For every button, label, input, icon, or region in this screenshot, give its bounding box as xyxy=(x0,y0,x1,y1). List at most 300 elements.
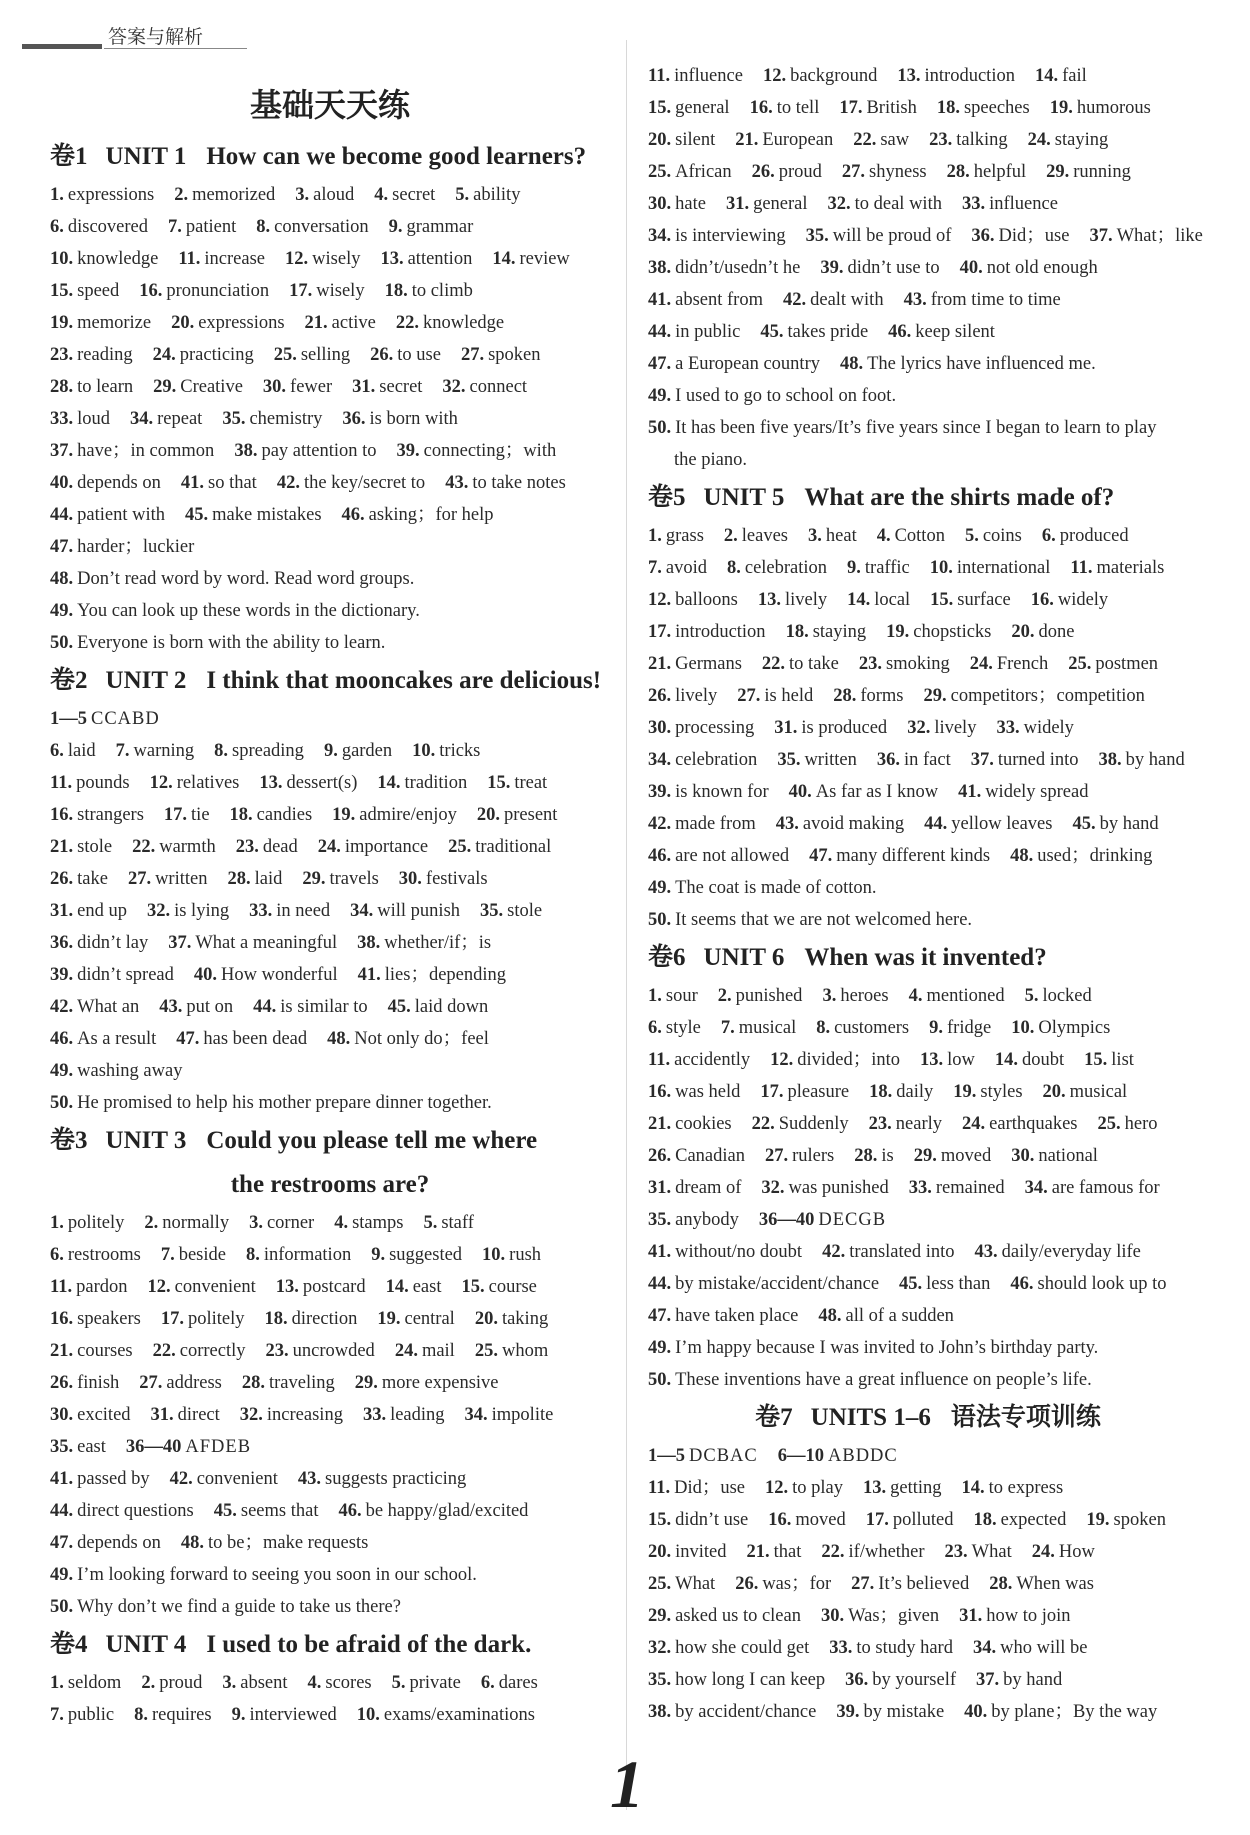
question-number: 11. xyxy=(648,66,671,86)
answer-item xyxy=(50,345,153,365)
answer-line xyxy=(648,220,1208,252)
question-number: 34. xyxy=(1024,1178,1048,1198)
answer-line xyxy=(648,60,1208,92)
unit-title: 语法专项训练 xyxy=(950,1404,1101,1431)
answer-item xyxy=(828,194,962,214)
question-number: 14. xyxy=(492,249,516,269)
question-number: 49. xyxy=(50,1061,74,1081)
answer-text: to play xyxy=(792,1478,844,1498)
answer-item xyxy=(397,441,577,461)
answer-item xyxy=(395,1341,475,1361)
answer-item xyxy=(789,782,958,802)
header-bar xyxy=(22,44,102,49)
answer-item xyxy=(477,805,578,825)
answer-item xyxy=(648,1638,829,1658)
question-number: 39. xyxy=(648,782,672,802)
answer-item xyxy=(648,814,776,834)
question-number: 49. xyxy=(50,1565,74,1585)
question-number: 34. xyxy=(464,1405,488,1425)
question-number: 46. xyxy=(888,322,912,342)
answer-item xyxy=(648,558,727,578)
answer-item xyxy=(308,1673,392,1693)
answer-item xyxy=(50,1029,176,1049)
answer-text: by hand xyxy=(1099,814,1159,834)
answer-text: so that xyxy=(208,473,257,493)
question-number: 18. xyxy=(973,1510,997,1530)
answer-item xyxy=(768,1510,865,1530)
answer-text: laid down xyxy=(414,997,489,1017)
answer-item xyxy=(357,1705,555,1725)
question-number: 49. xyxy=(648,386,672,406)
answer-text: impolite xyxy=(491,1405,554,1425)
answer-line xyxy=(648,284,1208,316)
answer-text: memorized xyxy=(192,185,276,205)
answer-line xyxy=(648,1600,1208,1632)
answer-line xyxy=(50,499,610,531)
answer-text: lies；depending xyxy=(384,965,507,985)
question-number: 29. xyxy=(1046,162,1070,182)
answer-line xyxy=(50,735,610,767)
answer-text: daily xyxy=(896,1082,934,1102)
question-number: 5. xyxy=(964,526,979,546)
unit-title: I used to be afraid of the dark. xyxy=(206,1631,532,1658)
question-number: 36. xyxy=(845,1670,869,1690)
question-number: 32. xyxy=(761,1178,785,1198)
question-number: 29. xyxy=(648,1606,672,1626)
answer-item xyxy=(442,377,547,397)
column-divider xyxy=(626,40,627,1810)
answer-item xyxy=(357,933,511,953)
question-number: 18. xyxy=(229,805,253,825)
question-number: 21. xyxy=(746,1542,770,1562)
answer-item xyxy=(465,1405,574,1425)
question-number: 22. xyxy=(821,1542,845,1562)
question-number: 30. xyxy=(262,377,287,397)
answer-line xyxy=(648,776,1208,808)
question-number: 27. xyxy=(127,869,152,889)
answer-item xyxy=(648,1242,822,1262)
question-number: 47. xyxy=(50,537,74,557)
answer-line xyxy=(648,552,1208,584)
answer-item xyxy=(962,1114,1097,1134)
answer-item xyxy=(648,66,763,86)
answer-text: wisely xyxy=(316,281,365,301)
question-number: 16. xyxy=(1030,590,1054,610)
question-number: 23. xyxy=(944,1542,968,1562)
answer-line xyxy=(50,863,610,895)
answer-text: is xyxy=(881,1146,894,1166)
question-number: 20. xyxy=(648,130,672,150)
question-number: 49. xyxy=(50,601,74,621)
answer-line xyxy=(648,1664,1208,1696)
answer-item xyxy=(1072,814,1178,834)
answer-line xyxy=(50,307,610,339)
unit-label: UNIT 5 xyxy=(703,484,785,511)
answer-text: by plane；By the way xyxy=(991,1702,1158,1722)
question-number: 32. xyxy=(827,194,851,214)
answer-text: depends on xyxy=(77,1533,161,1553)
answer-line xyxy=(648,520,1208,552)
answer-item xyxy=(298,1469,486,1489)
answer-text: have taken place xyxy=(675,1306,799,1326)
answer-text: earthquakes xyxy=(989,1114,1078,1134)
question-number: 28. xyxy=(854,1146,878,1166)
question-number: 1. xyxy=(50,1213,64,1233)
question-number: 32. xyxy=(648,1638,672,1658)
answer-item xyxy=(50,185,174,205)
question-number: 42. xyxy=(782,290,807,310)
question-number: 1. xyxy=(648,526,662,546)
answer-text: international xyxy=(956,558,1051,578)
answer-item xyxy=(648,162,752,182)
answer-line xyxy=(648,1632,1208,1664)
answer-text: style xyxy=(665,1018,701,1038)
answer-text: DCBAC xyxy=(689,1446,758,1466)
answer-item xyxy=(153,377,263,397)
answer-text: candies xyxy=(256,805,313,825)
answer-item xyxy=(161,1245,246,1265)
answer-text: will be proud of xyxy=(832,226,952,246)
answer-item xyxy=(747,1542,822,1562)
question-number: 21. xyxy=(50,837,74,857)
question-number: 36. xyxy=(342,409,366,429)
question-number: 24. xyxy=(1027,130,1051,150)
answer-item xyxy=(370,345,461,365)
answer-item xyxy=(648,1510,768,1530)
answer-text: dares xyxy=(498,1673,538,1693)
answer-text: British xyxy=(866,98,917,118)
answer-line xyxy=(50,1271,610,1303)
answer-line xyxy=(648,1172,1208,1204)
answer-item xyxy=(758,590,847,610)
answer-text: humorous xyxy=(1076,98,1151,118)
question-number: 6—10 xyxy=(777,1446,824,1466)
answer-item xyxy=(1070,558,1184,578)
question-number: 18. xyxy=(384,281,408,301)
question-number: 4. xyxy=(374,185,389,205)
answer-text: restrooms xyxy=(67,1245,141,1265)
answer-item xyxy=(50,441,234,461)
answer-text: pleasure xyxy=(787,1082,850,1102)
unit-label: UNIT 3 xyxy=(105,1127,187,1154)
question-number: 9. xyxy=(231,1705,246,1725)
answer-text: is produced xyxy=(801,718,888,738)
answer-item xyxy=(965,526,1042,546)
answer-text: invited xyxy=(675,1542,727,1562)
answer-item xyxy=(842,162,947,182)
answer-text: pronunciation xyxy=(166,281,270,301)
answer-text: east xyxy=(77,1437,106,1457)
answer-item xyxy=(50,901,147,921)
answer-line xyxy=(50,1055,610,1087)
answer-text: getting xyxy=(890,1478,942,1498)
answer-line xyxy=(50,243,610,275)
question-number: 37. xyxy=(976,1670,1000,1690)
answer-text: CCABD xyxy=(91,709,160,729)
question-number: 39. xyxy=(836,1702,860,1722)
question-number: 38. xyxy=(648,1702,672,1722)
answer-item xyxy=(904,290,1081,310)
answer-line xyxy=(50,767,610,799)
answer-text: staff xyxy=(441,1213,474,1233)
answer-item xyxy=(806,226,972,246)
answer-item xyxy=(377,1309,474,1329)
answer-item xyxy=(50,313,171,333)
answer-text: repeat xyxy=(157,409,203,429)
question-number: 44. xyxy=(648,1274,672,1294)
question-number: 12. xyxy=(147,1277,171,1297)
answer-item xyxy=(50,1277,147,1297)
question-number: 25. xyxy=(273,345,297,365)
answer-text: finish xyxy=(77,1373,120,1393)
answer-item xyxy=(153,1341,266,1361)
question-number: 19. xyxy=(377,1309,401,1329)
answer-item xyxy=(50,1437,126,1457)
question-number: 41. xyxy=(50,1469,74,1489)
question-number: 36. xyxy=(50,933,74,953)
answer-item xyxy=(147,1277,275,1297)
question-number: 41. xyxy=(648,290,672,310)
answer-text: remained xyxy=(935,1178,1005,1198)
answer-text: laid xyxy=(254,869,283,889)
answer-item xyxy=(929,1018,1011,1038)
question-number: 23. xyxy=(50,345,74,365)
question-number: 5. xyxy=(391,1673,406,1693)
answer-item xyxy=(50,473,181,493)
answer-item xyxy=(724,526,808,546)
answer-text: talking xyxy=(956,130,1008,150)
answer-item xyxy=(783,290,904,310)
answer-item xyxy=(648,590,758,610)
answer-item xyxy=(765,1478,863,1498)
answer-text: stole xyxy=(507,901,543,921)
question-number: 50. xyxy=(50,1597,74,1617)
question-number: 15. xyxy=(487,773,511,793)
question-number: 44. xyxy=(924,814,948,834)
answer-text: AFDEB xyxy=(185,1437,252,1457)
answer-text: national xyxy=(1038,1146,1098,1166)
question-number: 10. xyxy=(482,1245,506,1265)
question-number: 32. xyxy=(442,377,466,397)
answer-text: materials xyxy=(1096,558,1165,578)
answer-item xyxy=(139,1373,242,1393)
volume-label: 卷7 xyxy=(755,1404,793,1431)
answer-item xyxy=(50,709,180,729)
answer-line xyxy=(648,1504,1208,1536)
question-number: 46. xyxy=(1010,1274,1034,1294)
answer-line-continued: the piano. xyxy=(674,450,747,470)
answer-text: When was xyxy=(1016,1574,1094,1594)
answer-line xyxy=(50,339,610,371)
answer-item xyxy=(648,1178,761,1198)
answer-item xyxy=(176,1029,327,1049)
unit-label: UNIT 2 xyxy=(105,667,187,694)
answer-text: Did；use xyxy=(674,1478,746,1498)
answer-text: sour xyxy=(665,986,698,1006)
answer-text: suggested xyxy=(389,1245,463,1265)
answer-text: written xyxy=(804,750,857,770)
answer-item xyxy=(822,986,908,1006)
answer-text: should look up to xyxy=(1037,1274,1167,1294)
answer-text: by mistake xyxy=(863,1702,945,1722)
answer-line xyxy=(648,1268,1208,1300)
question-number: 30. xyxy=(50,1405,74,1425)
answer-line xyxy=(648,808,1208,840)
question-number: 36. xyxy=(876,750,900,770)
answer-item xyxy=(50,1341,153,1361)
answer-item xyxy=(50,805,164,825)
answer-text: low xyxy=(947,1050,975,1070)
answer-text: spoken xyxy=(1113,1510,1166,1530)
answer-item xyxy=(50,1533,181,1553)
question-number: 32. xyxy=(239,1405,263,1425)
answer-line xyxy=(648,92,1208,124)
answer-text: postmen xyxy=(1095,654,1159,674)
answer-text: fewer xyxy=(290,377,333,397)
question-number: 8. xyxy=(245,1245,260,1265)
question-number: 7. xyxy=(160,1245,175,1265)
answer-item xyxy=(829,1638,973,1658)
question-number: 43. xyxy=(159,997,183,1017)
question-number: 19. xyxy=(50,313,74,333)
unit-label: UNIT 1 xyxy=(105,143,187,170)
answer-item xyxy=(1011,1146,1118,1166)
answer-text: politely xyxy=(187,1309,245,1329)
answer-text: celebration xyxy=(675,750,758,770)
question-number: 6. xyxy=(480,1673,495,1693)
answer-text: Suddenly xyxy=(778,1114,849,1134)
answer-item xyxy=(50,1673,141,1693)
answer-text: grass xyxy=(665,526,704,546)
question-number: 12. xyxy=(762,66,787,86)
answer-text: daily/everyday life xyxy=(1001,1242,1141,1262)
question-number: 39. xyxy=(396,441,420,461)
question-number: 24. xyxy=(394,1341,418,1361)
question-number: 50. xyxy=(648,1370,672,1390)
answer-line xyxy=(50,1399,610,1431)
answer-text: Olympics xyxy=(1038,1018,1111,1038)
answer-item xyxy=(50,1061,202,1081)
question-number: 13. xyxy=(757,590,781,610)
answer-item xyxy=(737,686,833,706)
answer-line xyxy=(648,616,1208,648)
question-number: 38. xyxy=(1098,750,1122,770)
question-number: 30. xyxy=(1011,1146,1035,1166)
question-number: 31. xyxy=(352,377,376,397)
answer-text: strangers xyxy=(77,805,144,825)
answer-text: tie xyxy=(191,805,210,825)
question-number: 5. xyxy=(423,1213,438,1233)
answer-text: moved xyxy=(940,1146,992,1166)
answer-item xyxy=(214,1501,339,1521)
answer-text: Don’t read word by word. Read word groups. xyxy=(77,569,415,589)
question-number: 28. xyxy=(833,686,857,706)
answer-line xyxy=(648,584,1208,616)
answer-text: active xyxy=(331,313,376,333)
question-number: 30. xyxy=(821,1606,845,1626)
answer-item xyxy=(778,1446,918,1466)
volume-label: 卷5 xyxy=(648,484,686,511)
answer-line xyxy=(648,1568,1208,1600)
answer-text: balloons xyxy=(675,590,738,610)
question-number: 32. xyxy=(907,718,931,738)
question-number: 22. xyxy=(761,654,786,674)
answer-item xyxy=(976,1670,1082,1690)
answer-text: avoid xyxy=(665,558,707,578)
answer-item xyxy=(332,805,477,825)
answer-item xyxy=(350,901,480,921)
answer-item xyxy=(648,322,760,342)
answer-text: What xyxy=(971,1542,1012,1562)
answer-text: passed by xyxy=(77,1469,150,1489)
question-number: 28. xyxy=(50,377,74,397)
question-number: 7. xyxy=(168,217,182,237)
section-heading xyxy=(648,936,1208,980)
answer-text: The coat is made of cotton. xyxy=(675,878,877,898)
answer-text: present xyxy=(504,805,558,825)
answer-item xyxy=(820,258,959,278)
answer-text: introduction xyxy=(675,622,766,642)
question-number: 33. xyxy=(362,1405,387,1425)
question-number: 5. xyxy=(1024,986,1039,1006)
answer-text: to climb xyxy=(411,281,473,301)
answer-item xyxy=(877,750,971,770)
question-number: 37. xyxy=(50,441,74,461)
answer-text: exams/examinations xyxy=(383,1705,535,1725)
answer-text: pardon xyxy=(76,1277,128,1297)
answer-text: moved xyxy=(795,1510,846,1530)
answer-item xyxy=(334,1213,423,1233)
answer-item xyxy=(50,741,116,761)
question-number: 26. xyxy=(648,686,672,706)
question-number: 44. xyxy=(50,1501,74,1521)
answer-item xyxy=(380,249,492,269)
answer-item xyxy=(363,1405,465,1425)
question-number: 42. xyxy=(276,473,300,493)
answer-text: Did；use xyxy=(998,226,1070,246)
question-number: 50. xyxy=(648,418,672,438)
question-number: 25. xyxy=(1068,654,1092,674)
answer-item xyxy=(847,558,930,578)
answer-item xyxy=(1028,130,1129,150)
question-number: 33. xyxy=(908,1178,932,1198)
answer-line xyxy=(50,531,610,563)
answer-item xyxy=(1010,1274,1186,1294)
question-number: 14. xyxy=(377,773,401,793)
question-number: 38. xyxy=(648,258,672,278)
question-number: 44. xyxy=(50,505,74,525)
answer-item xyxy=(648,1574,735,1594)
question-number: 9. xyxy=(371,1245,386,1265)
volume-label: 卷6 xyxy=(648,944,686,971)
answer-item xyxy=(132,837,236,857)
answer-item xyxy=(276,1277,386,1297)
answer-item xyxy=(648,98,750,118)
answer-item xyxy=(853,130,929,150)
answer-text: politely xyxy=(67,1213,125,1233)
answer-text: background xyxy=(790,66,878,86)
answer-text: What an xyxy=(77,997,140,1017)
question-number: 17. xyxy=(865,1510,889,1530)
question-number: 22. xyxy=(395,313,419,333)
question-number: 28. xyxy=(946,162,970,182)
question-number: 50. xyxy=(648,910,672,930)
answer-item xyxy=(648,1338,1118,1358)
answer-text: laid xyxy=(67,741,96,761)
answer-line xyxy=(50,627,610,659)
answer-item xyxy=(854,1146,913,1166)
answer-line xyxy=(50,831,610,863)
